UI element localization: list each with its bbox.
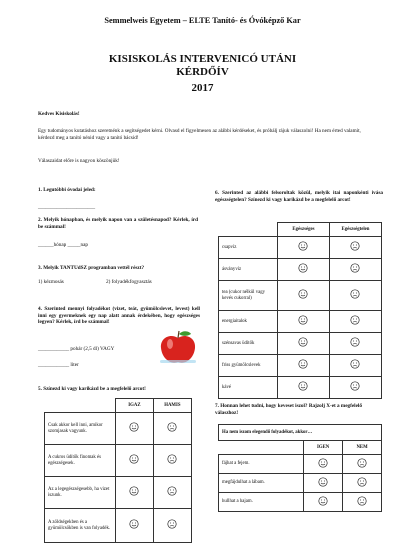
table-row	[219, 493, 382, 512]
table-row	[45, 477, 192, 509]
sad-face-icon[interactable]	[357, 458, 367, 468]
title-line-1: KISISKOLÁS INTERVENICÓ UTÁNI	[108, 53, 297, 65]
sad-face-icon[interactable]	[350, 241, 360, 251]
table-row	[219, 237, 382, 259]
title-year: 2017	[191, 82, 214, 94]
q5-col-false: HAMIS	[153, 399, 191, 413]
title-line-2: KÉRDŐÍV	[176, 66, 229, 78]
q6-row-text: szénsavas üdítők	[219, 333, 278, 355]
q3-option-2[interactable]: 2) folyadékfogyasztás	[106, 279, 152, 285]
q2-label: 2. Melyik hónapban, és melyik napon van a születésnapod? Kérlek, írd be számmal!	[38, 217, 198, 230]
sad-face-icon[interactable]	[357, 496, 367, 506]
smiley-face-icon[interactable]	[298, 359, 308, 369]
smiley-face-icon[interactable]	[129, 519, 139, 529]
sad-face-icon[interactable]	[167, 486, 177, 496]
q6-row-text: friss gyümölcslevek	[219, 355, 278, 377]
apple-illustration	[158, 330, 198, 371]
sad-face-icon[interactable]	[357, 477, 367, 487]
sad-face-icon[interactable]	[350, 315, 360, 325]
q5-row-text: Az a legegészségesebb, ha vizet iszunk.	[45, 477, 116, 509]
sad-face-icon[interactable]	[350, 289, 360, 299]
q6-label: 6. Szerinted az alábbi felsoroltak közül, melyik itai naponkénti ivása egészségtelen? Színezd ki vagy karikázd be a megfelelő arcot!	[215, 190, 383, 203]
smiley-face-icon[interactable]	[298, 315, 308, 325]
q6-row-text: tea (cukor nélkül vagy kevés cukorral)	[219, 281, 278, 311]
sad-face-icon[interactable]	[350, 381, 360, 391]
q7-label: 7. Honnan lehet tudni, hogy keveset iszol? Rajzolj X-et a megfelelő válaszhoz!	[215, 403, 362, 416]
sad-face-icon[interactable]	[167, 519, 177, 529]
q5-label: 5. Színezd ki vagy karikázd be a megfelelő arcot!	[38, 386, 146, 392]
table-row	[219, 311, 382, 333]
smiley-face-icon[interactable]	[318, 458, 328, 468]
table-row	[219, 474, 382, 493]
q6-row-text: ásványvíz	[219, 259, 278, 281]
table-row	[219, 377, 382, 399]
q5-table	[44, 398, 192, 543]
q5-col-true: IGAZ	[116, 399, 154, 413]
q6-row-text: csapvíz	[219, 237, 278, 259]
sad-face-icon[interactable]	[350, 337, 360, 347]
smiley-face-icon[interactable]	[318, 477, 328, 487]
intro-paragraph: Egy tudományos kutatáshoz szeretnénk a segítségedet kérni. Olvasd el figyelmesen az alábbi kérdéseket, és próbálj rájuk válaszolni! Ha nem érted valamit, kérdezd meg a tanító nénid vagy a tanító bácsid!	[38, 128, 361, 141]
q5-row-text: Csak akkor kell inni, amikor szomjasak vagyunk.	[45, 413, 116, 445]
q3-option-1[interactable]: 1) kézmosás	[38, 279, 64, 285]
table-row	[219, 259, 382, 281]
institution-header: Semmelweis Egyetem – ELTE Tanító- és Óvóképző Kar	[104, 16, 301, 25]
q7-row-text: hullhat a hajam.	[219, 493, 304, 512]
smiley-face-icon[interactable]	[298, 289, 308, 299]
smiley-face-icon[interactable]	[298, 241, 308, 251]
q6-col-healthy: Egészséges	[277, 223, 329, 237]
table-row	[45, 413, 192, 445]
sad-face-icon[interactable]	[167, 454, 177, 464]
greeting: Kedves Kisiskolás!	[38, 111, 80, 117]
table-row	[219, 455, 382, 474]
q7-table-title: Ha nem iszom elegendő folyadékot, akkor…	[219, 425, 382, 441]
q1-label: 1. Legutóbbi óvodai jeled:	[38, 187, 96, 193]
smiley-face-icon[interactable]	[318, 496, 328, 506]
smiley-face-icon[interactable]	[298, 337, 308, 347]
q6-row-text: kávé	[219, 377, 278, 399]
q6-row-text: energiaitalok	[219, 311, 278, 333]
table-row	[45, 445, 192, 477]
table-row	[45, 509, 192, 543]
q6-col-unhealthy: Egészségtelen	[329, 223, 381, 237]
table-row	[219, 355, 382, 377]
sad-face-icon[interactable]	[350, 359, 360, 369]
sad-face-icon[interactable]	[167, 422, 177, 432]
table-row	[219, 281, 382, 311]
table-row	[219, 333, 382, 355]
q6-table	[218, 222, 382, 399]
q5-row-text: A cukros üdítők finomak és egészségesek.	[45, 445, 116, 477]
q4-glass-blank[interactable]: ____________ pohár (2,5 dl) VAGY	[38, 346, 115, 352]
q7-table	[218, 424, 382, 512]
q2-answer-blank[interactable]: ______hónap _____nap	[38, 242, 88, 248]
smiley-face-icon[interactable]	[298, 381, 308, 391]
thanks-text: Válaszaidat előre is nagyon köszönjük!	[38, 158, 120, 164]
q1-answer-blank[interactable]: ______________________	[38, 204, 96, 210]
q5-row-text: A zöldségekben és a gyümölcsökben is van folyadék.	[45, 509, 116, 543]
q7-col-no: NEM	[343, 441, 382, 455]
q7-col-yes: IGEN	[304, 441, 343, 455]
q3-label: 3. Melyik TANTUdSZ programban vettél részt?	[38, 265, 145, 271]
smiley-face-icon[interactable]	[129, 454, 139, 464]
q4-label: 4. Szerinted mennyi folyadékot (vizet, teát, gyümölcslevet, levest) kell inni egy gyermeknek egy nap alatt annak érdekében, hogy egészséges legyen? Kérlek, írd be számmal!	[38, 306, 200, 326]
sad-face-icon[interactable]	[350, 263, 360, 273]
smiley-face-icon[interactable]	[129, 422, 139, 432]
q4-liter-blank[interactable]: ____________ liter	[38, 362, 79, 368]
q7-row-text: fájhat a fejem.	[219, 455, 304, 474]
q7-row-text: megfájdulhat a lábam.	[219, 474, 304, 493]
smiley-face-icon[interactable]	[298, 263, 308, 273]
smiley-face-icon[interactable]	[129, 486, 139, 496]
